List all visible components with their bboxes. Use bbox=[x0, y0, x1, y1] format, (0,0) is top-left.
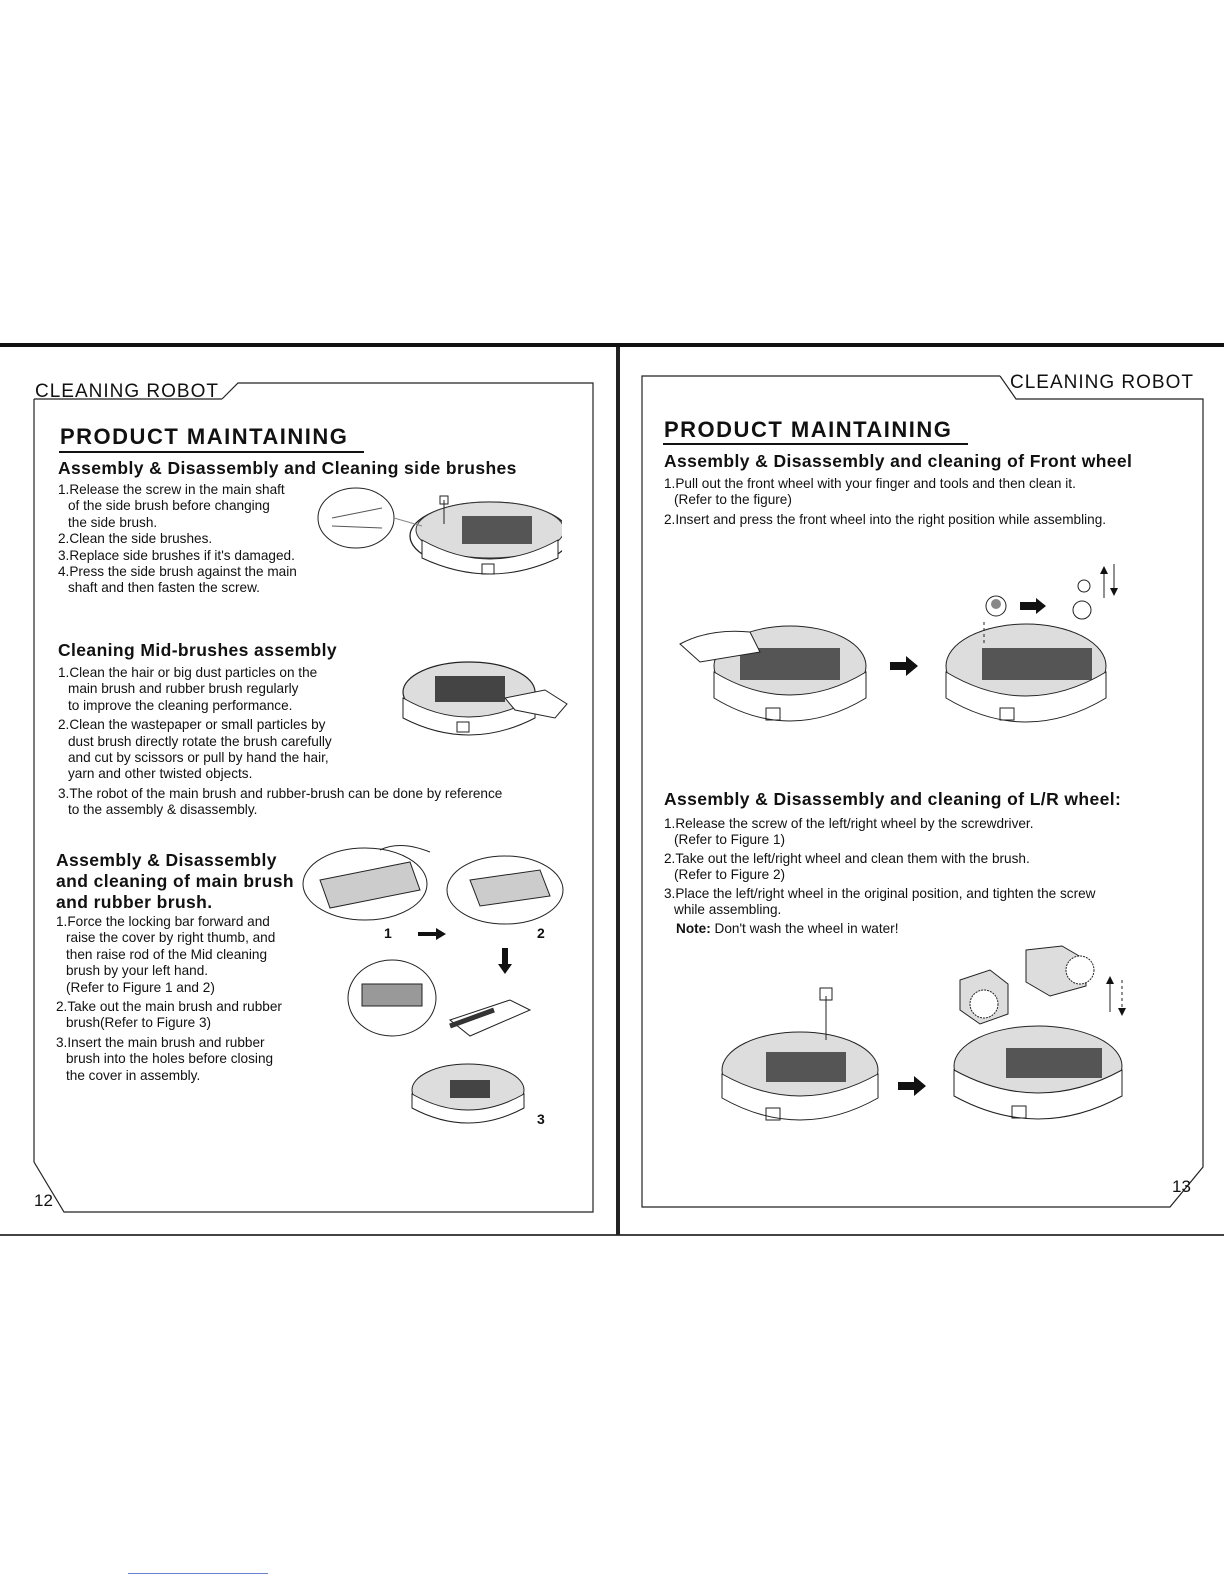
note-text: Don't wash the wheel in water! bbox=[710, 921, 899, 936]
list-item bbox=[56, 1035, 326, 1084]
left-page-title: PRODUCT MAINTAINING bbox=[60, 424, 349, 449]
list-item-line: 1.Pull out the front wheel with your finger and tools and then clean it. bbox=[664, 476, 1076, 491]
list-item-line: and cut by scissors or pull by hand the hair, bbox=[68, 750, 329, 766]
figure-label-1: 1 bbox=[384, 925, 392, 941]
list-item-line: brush into the holes before closing bbox=[66, 1051, 274, 1067]
list-item bbox=[664, 816, 1194, 849]
figure-label-2: 2 bbox=[537, 925, 545, 941]
lr-wheel-note bbox=[676, 921, 898, 937]
right-page-title: PRODUCT MAINTAINING bbox=[664, 417, 953, 442]
list-item-line: (Refer to Figure 1) bbox=[674, 832, 786, 848]
list-item-line: 2.Take out the left/right wheel and clean them with the brush. bbox=[664, 850, 1030, 866]
list-item-line: 1.Release the screw of the left/right wheel by the screwdriver. bbox=[664, 816, 1034, 831]
list-item-line: 3.Insert the main brush and rubber bbox=[56, 1034, 265, 1050]
list-item-line: the cover in assembly. bbox=[66, 1067, 201, 1083]
list-item bbox=[664, 851, 1194, 884]
list-item-line: 4.Press the side brush against the main bbox=[58, 564, 297, 580]
left-page-number: 12 bbox=[34, 1191, 53, 1210]
front-wheel-heading: Assembly & Disassembly and cleaning of Front wheel bbox=[664, 451, 1133, 471]
list-item-line: yarn and other twisted objects. bbox=[68, 766, 253, 782]
list-item-line: 1.Release the screw in the main shaft bbox=[58, 482, 285, 497]
list-item-line: to improve the cleaning performance. bbox=[68, 697, 293, 713]
list-item-line: to the assembly & disassembly. bbox=[68, 802, 258, 818]
list-item-line: 3.Place the left/right wheel in the original position, and tighten the screw bbox=[664, 885, 1096, 901]
right-title-underline bbox=[663, 443, 968, 445]
list-item bbox=[664, 476, 1194, 509]
mid-brushes-heading: Cleaning Mid-brushes assembly bbox=[58, 640, 338, 660]
list-item-line: 1.Force the locking bar forward and bbox=[56, 914, 270, 929]
main-brush-steps bbox=[56, 914, 326, 1084]
list-item-line: then raise rod of the Mid cleaning bbox=[66, 946, 268, 962]
list-item-line: while assembling. bbox=[674, 902, 782, 918]
mid-brush-cleaning-figure bbox=[395, 648, 570, 748]
lr-wheel-heading: Assembly & Disassembly and cleaning of L/R wheel: bbox=[664, 789, 1122, 809]
list-item-line: (Refer to Figure 2) bbox=[674, 867, 786, 883]
front-wheel-figure bbox=[670, 548, 1170, 748]
list-item-line: (Refer to Figure 1 and 2) bbox=[66, 979, 215, 995]
list-item-line: main brush and rubber brush regularly bbox=[68, 681, 299, 697]
main-brush-heading-line: and rubber brush. bbox=[56, 892, 213, 912]
list-item-line: 2.Insert and press the front wheel into the right position while assembling. bbox=[664, 511, 1107, 527]
right-running-header: CLEANING ROBOT bbox=[1010, 372, 1194, 393]
list-item-line: 3.The robot of the main brush and rubber-brush can be done by reference bbox=[58, 785, 503, 801]
lr-wheel-steps bbox=[664, 816, 1194, 918]
left-running-header: CLEANING ROBOT bbox=[35, 381, 219, 402]
list-item-line: 2.Clean the side brushes. bbox=[58, 531, 213, 547]
main-brush-heading-line: and cleaning of main brush bbox=[56, 871, 294, 891]
list-item bbox=[58, 531, 338, 547]
note-label: Note: bbox=[676, 921, 711, 936]
bottom-link-underline bbox=[128, 1573, 268, 1574]
list-item-line: brush by your left hand. bbox=[66, 963, 209, 979]
right-page-number: 13 bbox=[1172, 1177, 1191, 1196]
list-item bbox=[56, 914, 326, 996]
list-item-line: 3.Replace side brushes if it's damaged. bbox=[58, 547, 295, 563]
side-brushes-heading: Assembly & Disassembly and Cleaning side brushes bbox=[58, 458, 517, 478]
list-item-line: dust brush directly rotate the brush carefully bbox=[68, 733, 332, 749]
front-wheel-steps bbox=[664, 476, 1194, 528]
side-brushes-steps bbox=[58, 482, 338, 597]
top-edge-line bbox=[0, 343, 1224, 347]
list-item bbox=[56, 999, 326, 1032]
list-item-line: the side brush. bbox=[68, 514, 158, 530]
list-item-line: 2.Take out the main brush and rubber bbox=[56, 999, 282, 1015]
main-brush-heading-line: Assembly & Disassembly bbox=[56, 850, 277, 870]
left-title-underline bbox=[59, 451, 364, 453]
lr-wheel-figure bbox=[690, 940, 1170, 1160]
list-item-line: of the side brush before changing bbox=[68, 498, 270, 514]
main-brush-figures bbox=[300, 840, 570, 1130]
list-item bbox=[58, 548, 338, 564]
list-item-line: raise the cover by right thumb, and bbox=[66, 930, 276, 946]
list-item bbox=[58, 564, 338, 597]
list-item-line: 2.Clean the wastepaper or small particles by bbox=[58, 717, 326, 733]
list-item bbox=[58, 482, 338, 531]
list-item-line: shaft and then fasten the screw. bbox=[68, 580, 260, 596]
list-item bbox=[664, 512, 1194, 528]
list-item-line: 1.Clean the hair or big dust particles on the bbox=[58, 665, 318, 680]
book-spine bbox=[616, 347, 620, 1235]
list-item-line: (Refer to the figure) bbox=[674, 492, 792, 508]
bottom-edge-line bbox=[0, 1234, 1224, 1236]
main-brush-heading bbox=[56, 850, 294, 913]
figure-label-3: 3 bbox=[537, 1111, 545, 1127]
list-item bbox=[58, 786, 578, 819]
list-item bbox=[664, 886, 1194, 919]
side-brush-robot-figure bbox=[312, 478, 562, 586]
list-item-line: brush(Refer to Figure 3) bbox=[66, 1015, 212, 1031]
